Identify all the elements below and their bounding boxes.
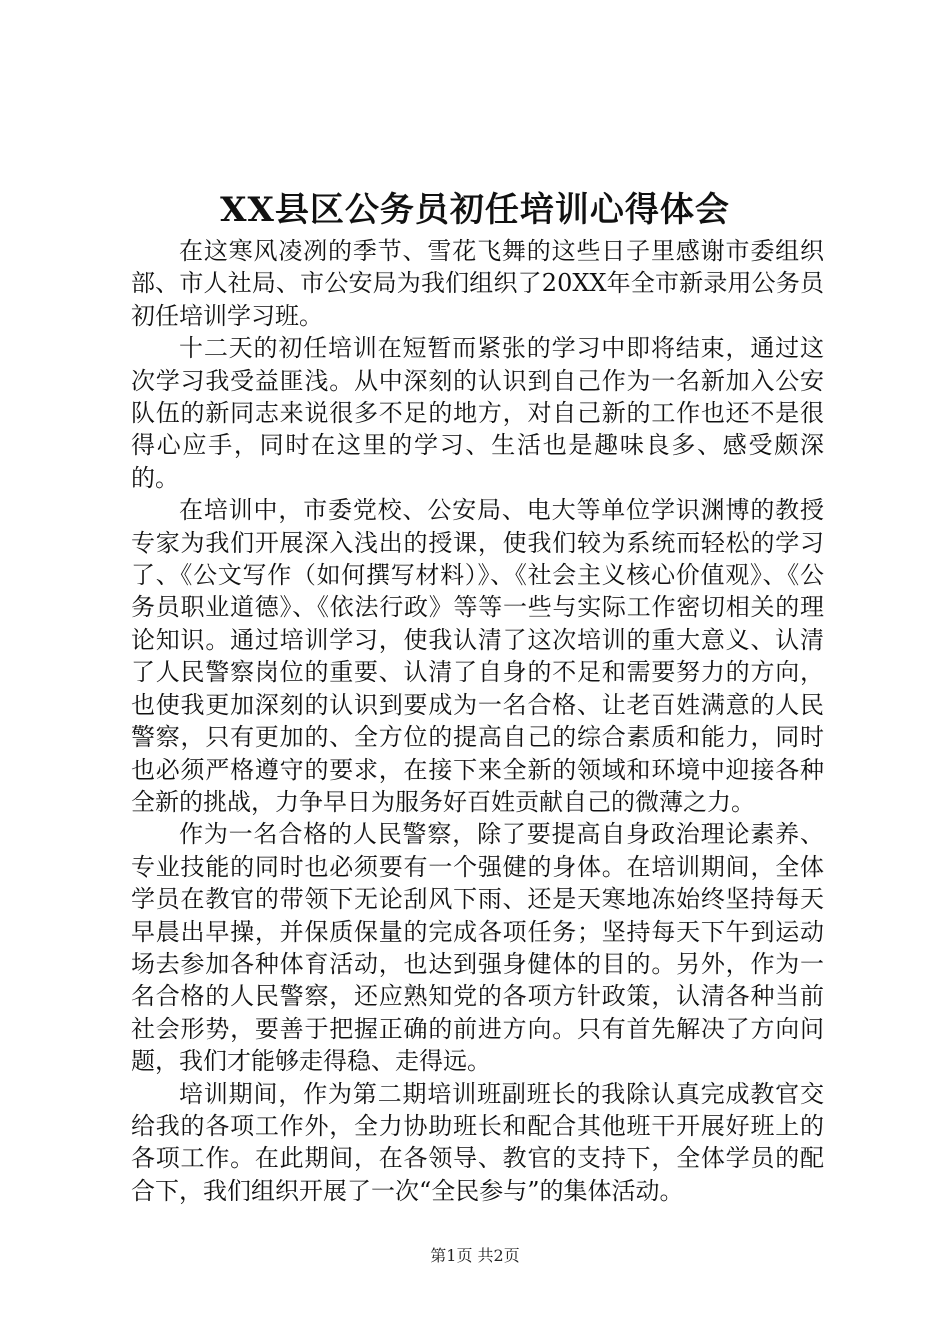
paragraph-3: 在培训中，市委党校、公安局、电大等单位学识渊博的教授专家为我们开展深入浅出的授课，使我们较为系统而轻松的学习了、《公文写作（如何撰写材料）》、《社会主义核心价值观》、《公务员职业道德》、《依法行政》等等一些与实际工作密切相关的理论知识。通过培训学习，使我认清了这次培训的重大意义、认清了人民警察岗位的重要、认清了自身的不足和需要努力的方向，也使我更加深刻的认识到要成为一名合格、让老百姓满意的人民警察，只有更加的、全方位的提高自己的综合素质和能力，同时也必须严格遵守的要求，在接下来全新的领域和环境中迎接各种全新的挑战，力争早日为服务好百姓贡献自己的微薄之力。 [131, 496, 824, 816]
paragraph-5: 培训期间，作为第二期培训班副班长的我除认真完成教官交给我的各项工作外，全力协助班长和配合其他班干开展好班上的各项工作。在此期间，在各领导、教官的支持下，全体学员的配合下，我们组织开展了一次“全民参与”的集体活动。 [131, 1079, 824, 1205]
page-number-footer: 第1页 共2页 [430, 1246, 520, 1265]
paragraph-1: 在这寒风凌冽的季节、雪花飞舞的这些日子里感谢市委组织部、市人社局、市公安局为我们组织了20XX年全市新录用公务员初任培训学习班。 [131, 237, 824, 330]
document-title: XX县区公务员初任培训心得体会 [220, 190, 730, 230]
document-body [131, 235, 824, 1207]
paragraph-2: 十二天的初任培训在短暂而紧张的学习中即将结束，通过这次学习我受益匪浅。从中深刻的认识到自己作为一名新加入公安队伍的新同志来说很多不足的地方，对自己新的工作也还不是很得心应手，同时在这里的学习、生活也是趣味良多、感受颇深的。 [131, 334, 824, 492]
paragraph-4: 作为一名合格的人民警察，除了要提高自身政治理论素养、专业技能的同时也必须要有一个强健的身体。在培训期间，全体学员在教官的带领下无论刮风下雨、还是天寒地冻始终坚持每天早晨出早操，并保质保量的完成各项任务；坚持每天下午到运动场去参加各种体育活动，也达到强身健体的目的。另外，作为一名合格的人民警察，还应熟知党的各项方针政策，认清各种当前社会形势，要善于把握正确的前进方向。只有首先解决了方向问题，我们才能够走得稳、走得远。 [131, 820, 824, 1076]
